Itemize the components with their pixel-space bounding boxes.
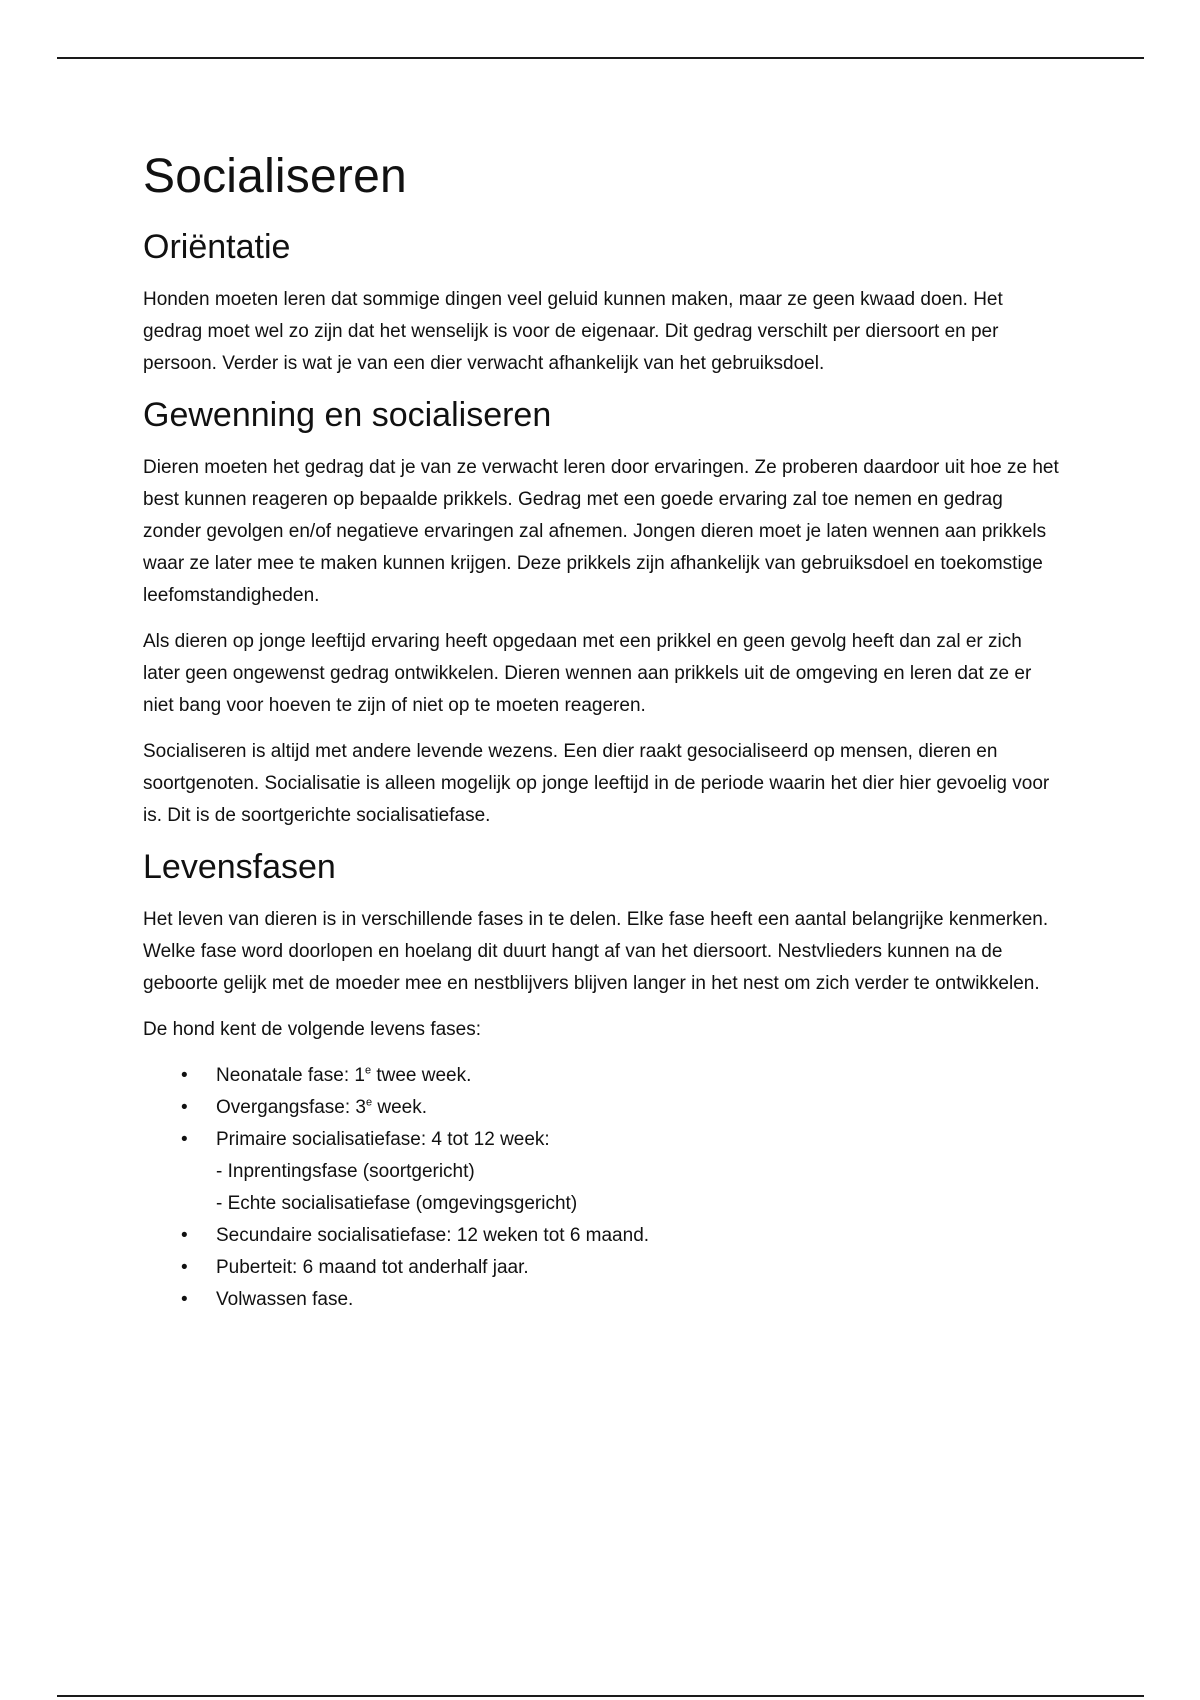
list-item-text: Neonatale fase: 1: [216, 1065, 365, 1086]
list-item: [143, 1124, 1063, 1156]
section-heading: Levensfasen: [143, 848, 336, 886]
life-phase-list: [143, 1060, 1063, 1316]
list-item: [143, 1284, 1063, 1316]
paragraph: Het leven van dieren is in verschillende fases in te delen. Elke fase heeft een aantal belangrijke kenmerken. Welke fase word doorlopen en hoelang dit duurt hangt af van het diersoort. Nestvlieders kunnen na de geboorte gelijk met de moeder mee en nestblijvers blijven langer in het nest om zich verder te ontwikkelen.: [143, 909, 1049, 994]
paragraph: Socialiseren is altijd met andere levende wezens. Een dier raakt gesocialiseerd op mensen, dieren en soortgenoten. Socialisatie is alleen mogelijk op jonge leeftijd in de periode waarin het dier hier gevoelig voor is. Dit is de soortgerichte socialisatiefase.: [143, 741, 1050, 826]
list-item-text: Primaire socialisatiefase: 4 tot 12 week:: [216, 1129, 550, 1150]
document-body: [143, 148, 1063, 1318]
header-rule: [57, 57, 1144, 59]
list-item: [143, 1252, 1063, 1284]
list-subitem-text: - Inprentingsfase (soortgericht): [216, 1161, 475, 1182]
paragraph: Dieren moeten het gedrag dat je van ze verwacht leren door ervaringen. Ze proberen daardoor uit hoe ze het best kunnen reageren op bepaalde prikkels. Gedrag met een goede ervaring zal toe nemen en gedrag zonder gevolgen en/of negatieve ervaringen zal afnemen. Jongen dieren moet je laten wennen aan prikkels waar ze later mee te maken kunnen krijgen. Deze prikkels zijn afhankelijk van gebruiksdoel en toekomstige leefomstandigheden.: [143, 457, 1059, 606]
list-item-text: Overgangsfase: 3: [216, 1097, 366, 1118]
list-subitem-text: - Echte socialisatiefase (omgevingsgericht): [216, 1193, 578, 1214]
list-item-text: Volwassen fase.: [216, 1289, 354, 1310]
paragraph: De hond kent de volgende levens fases:: [143, 1019, 482, 1040]
section-gewenning: [143, 394, 1063, 832]
list-item: [143, 1092, 1063, 1124]
section-heading: Gewenning en socialiseren: [143, 396, 552, 434]
footer-rule: [57, 1695, 1144, 1697]
page-title: Socialiseren: [143, 150, 407, 203]
section-orientatie: [143, 226, 1063, 380]
list-item-text: twee week.: [371, 1065, 472, 1086]
list-item-text: Puberteit: 6 maand tot anderhalf jaar.: [216, 1257, 529, 1278]
list-item: [143, 1060, 1063, 1092]
section-levensfasen: [143, 846, 1063, 1316]
section-heading: Oriëntatie: [143, 228, 291, 266]
list-item-text: Secundaire socialisatiefase: 12 weken tot 6 maand.: [216, 1225, 650, 1246]
list-subitem: [143, 1188, 1063, 1220]
list-subitem: [143, 1156, 1063, 1188]
list-item: [143, 1220, 1063, 1252]
ordinal-superscript: e: [364, 1064, 372, 1077]
paragraph: Honden moeten leren dat sommige dingen veel geluid kunnen maken, maar ze geen kwaad doen. Het gedrag moet wel zo zijn dat het wenselijk is voor de eigenaar. Dit gedrag verschilt per diersoort en per persoon. Verder is wat je van een dier verwacht afhankelijk van het gebruiksdoel.: [143, 289, 1003, 374]
ordinal-superscript: e: [365, 1096, 373, 1109]
list-item-text: week.: [372, 1097, 428, 1118]
paragraph: Als dieren op jonge leeftijd ervaring heeft opgedaan met een prikkel en geen gevolg heeft dan zal er zich later geen ongewenst gedrag ontwikkelen. Dieren wennen aan prikkels uit de omgeving en leren dat ze er niet bang voor hoeven te zijn of niet op te moeten reageren.: [143, 631, 1032, 716]
